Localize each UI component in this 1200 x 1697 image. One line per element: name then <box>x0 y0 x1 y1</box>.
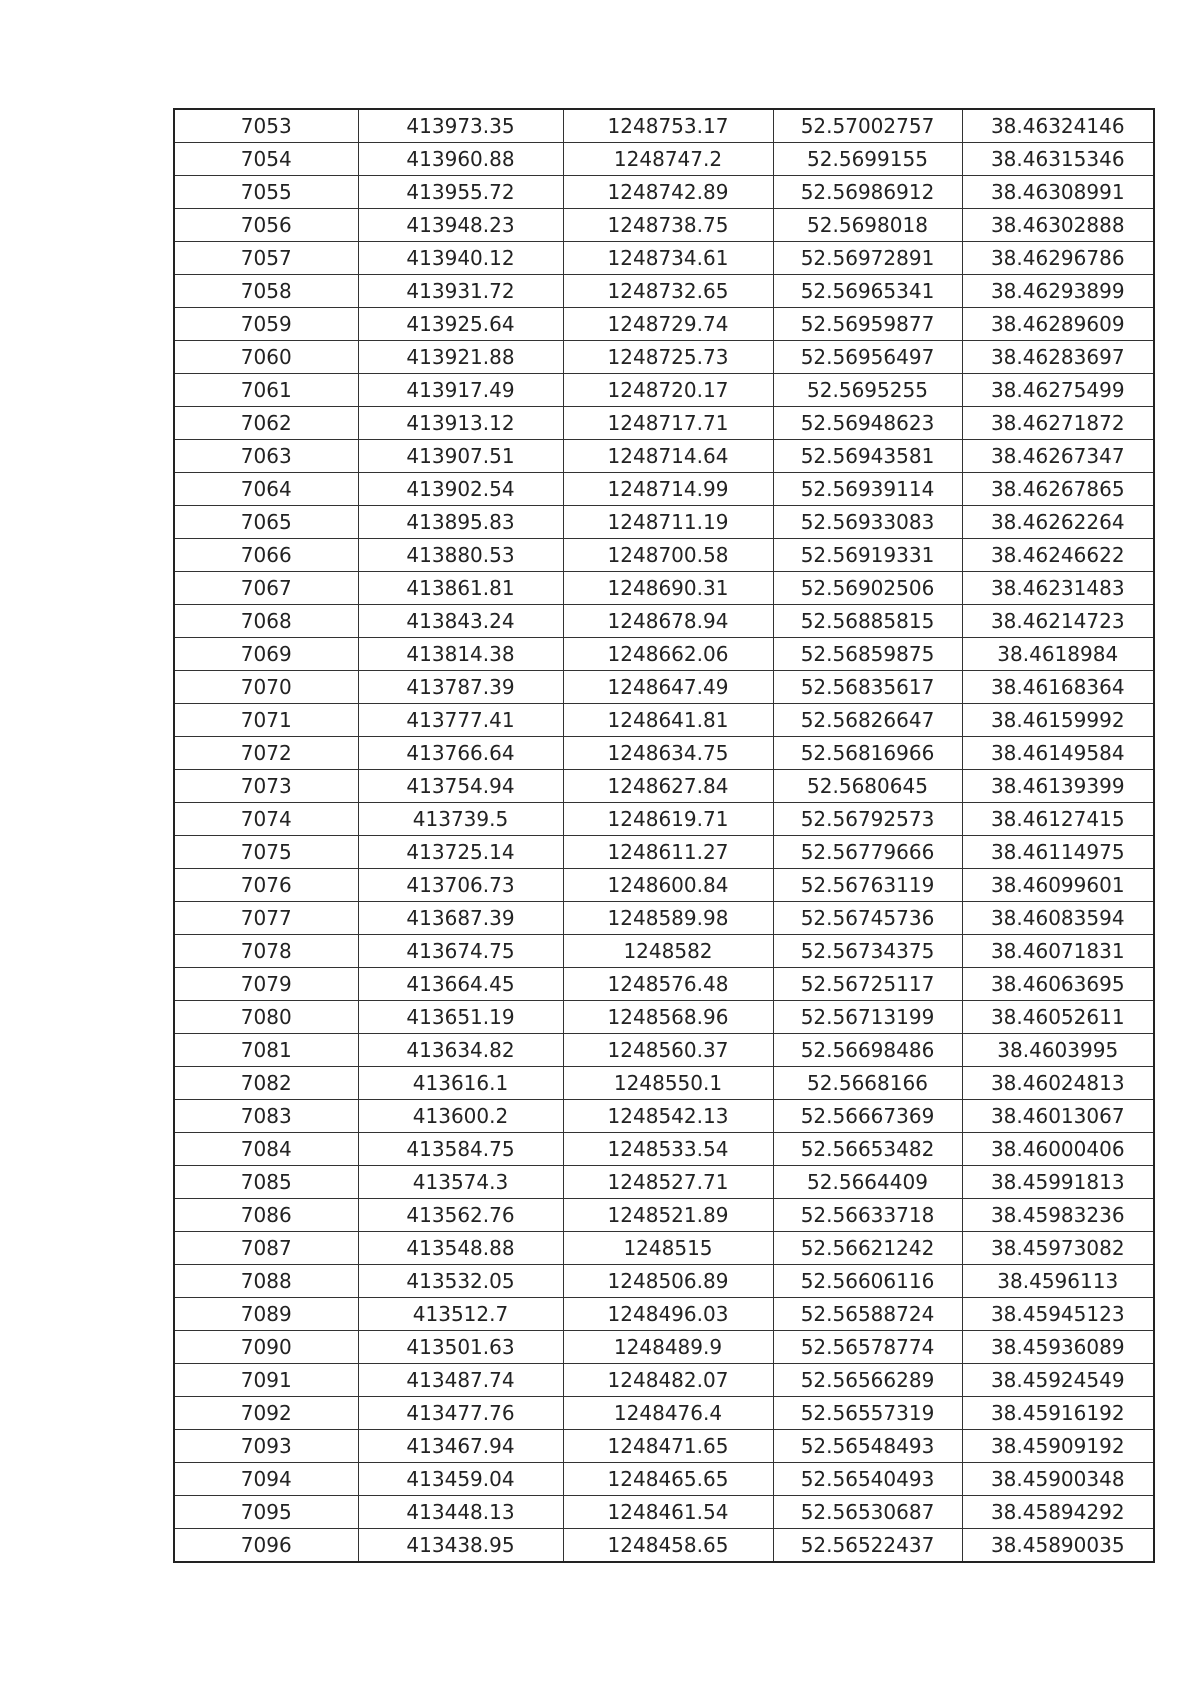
easting-cell: 413634.82 <box>358 1034 563 1067</box>
northing-cell: 1248461.54 <box>563 1496 773 1529</box>
easting-cell: 413548.88 <box>358 1232 563 1265</box>
point-id-cell: 7073 <box>174 770 358 803</box>
easting-cell: 413532.05 <box>358 1265 563 1298</box>
table-row <box>174 770 1154 803</box>
value-b-cell: 38.46159992 <box>962 704 1154 737</box>
northing-cell: 1248734.61 <box>563 242 773 275</box>
value-b-cell: 38.46271872 <box>962 407 1154 440</box>
value-b-cell: 38.46267865 <box>962 473 1154 506</box>
point-id-cell: 7084 <box>174 1133 358 1166</box>
value-b-cell: 38.45973082 <box>962 1232 1154 1265</box>
point-id-cell: 7072 <box>174 737 358 770</box>
table-row <box>174 1430 1154 1463</box>
easting-cell: 413955.72 <box>358 176 563 209</box>
value-b-cell: 38.46127415 <box>962 803 1154 836</box>
northing-cell: 1248747.2 <box>563 143 773 176</box>
value-b-cell: 38.45894292 <box>962 1496 1154 1529</box>
easting-cell: 413940.12 <box>358 242 563 275</box>
value-a-cell: 52.56667369 <box>773 1100 962 1133</box>
easting-cell: 413754.94 <box>358 770 563 803</box>
value-b-cell: 38.46283697 <box>962 341 1154 374</box>
value-b-cell: 38.45916192 <box>962 1397 1154 1430</box>
northing-cell: 1248732.65 <box>563 275 773 308</box>
northing-cell: 1248753.17 <box>563 109 773 143</box>
easting-cell: 413687.39 <box>358 902 563 935</box>
northing-cell: 1248627.84 <box>563 770 773 803</box>
northing-cell: 1248533.54 <box>563 1133 773 1166</box>
easting-cell: 413917.49 <box>358 374 563 407</box>
value-a-cell: 52.56557319 <box>773 1397 962 1430</box>
value-b-cell: 38.45924549 <box>962 1364 1154 1397</box>
value-b-cell: 38.46214723 <box>962 605 1154 638</box>
table-row <box>174 1529 1154 1563</box>
value-a-cell: 52.5695255 <box>773 374 962 407</box>
northing-cell: 1248576.48 <box>563 968 773 1001</box>
point-id-cell: 7094 <box>174 1463 358 1496</box>
value-a-cell: 52.56816966 <box>773 737 962 770</box>
northing-cell: 1248521.89 <box>563 1199 773 1232</box>
northing-cell: 1248550.1 <box>563 1067 773 1100</box>
value-a-cell: 52.56919331 <box>773 539 962 572</box>
point-id-cell: 7090 <box>174 1331 358 1364</box>
table-row <box>174 902 1154 935</box>
table-row <box>174 1232 1154 1265</box>
easting-cell: 413674.75 <box>358 935 563 968</box>
value-b-cell: 38.46139399 <box>962 770 1154 803</box>
easting-cell: 413902.54 <box>358 473 563 506</box>
easting-cell: 413895.83 <box>358 506 563 539</box>
value-a-cell: 52.56885815 <box>773 605 962 638</box>
point-id-cell: 7078 <box>174 935 358 968</box>
easting-cell: 413739.5 <box>358 803 563 836</box>
northing-cell: 1248560.37 <box>563 1034 773 1067</box>
easting-cell: 413777.41 <box>358 704 563 737</box>
value-a-cell: 52.56734375 <box>773 935 962 968</box>
value-b-cell: 38.46302888 <box>962 209 1154 242</box>
value-a-cell: 52.5668166 <box>773 1067 962 1100</box>
value-a-cell: 52.56621242 <box>773 1232 962 1265</box>
northing-cell: 1248476.4 <box>563 1397 773 1430</box>
easting-cell: 413766.64 <box>358 737 563 770</box>
point-id-cell: 7074 <box>174 803 358 836</box>
value-b-cell: 38.45909192 <box>962 1430 1154 1463</box>
easting-cell: 413706.73 <box>358 869 563 902</box>
northing-cell: 1248641.81 <box>563 704 773 737</box>
easting-cell: 413931.72 <box>358 275 563 308</box>
northing-cell: 1248568.96 <box>563 1001 773 1034</box>
northing-cell: 1248489.9 <box>563 1331 773 1364</box>
value-a-cell: 52.56578774 <box>773 1331 962 1364</box>
table-row <box>174 242 1154 275</box>
easting-cell: 413512.7 <box>358 1298 563 1331</box>
table-row <box>174 1034 1154 1067</box>
point-id-cell: 7060 <box>174 341 358 374</box>
table-row <box>174 605 1154 638</box>
value-a-cell: 52.56826647 <box>773 704 962 737</box>
table-row <box>174 572 1154 605</box>
point-id-cell: 7087 <box>174 1232 358 1265</box>
easting-cell: 413725.14 <box>358 836 563 869</box>
northing-cell: 1248542.13 <box>563 1100 773 1133</box>
table-row <box>174 1199 1154 1232</box>
value-a-cell: 52.56566289 <box>773 1364 962 1397</box>
value-b-cell: 38.46071831 <box>962 935 1154 968</box>
table-row <box>174 1133 1154 1166</box>
easting-cell: 413487.74 <box>358 1364 563 1397</box>
easting-cell: 413925.64 <box>358 308 563 341</box>
point-id-cell: 7068 <box>174 605 358 638</box>
easting-cell: 413616.1 <box>358 1067 563 1100</box>
easting-cell: 413814.38 <box>358 638 563 671</box>
value-a-cell: 52.56948623 <box>773 407 962 440</box>
northing-cell: 1248714.64 <box>563 440 773 473</box>
point-id-cell: 7058 <box>174 275 358 308</box>
value-b-cell: 38.4596113 <box>962 1265 1154 1298</box>
point-id-cell: 7093 <box>174 1430 358 1463</box>
northing-cell: 1248589.98 <box>563 902 773 935</box>
value-b-cell: 38.46267347 <box>962 440 1154 473</box>
value-b-cell: 38.46013067 <box>962 1100 1154 1133</box>
table-row <box>174 803 1154 836</box>
value-b-cell: 38.46000406 <box>962 1133 1154 1166</box>
table-row <box>174 1496 1154 1529</box>
point-id-cell: 7076 <box>174 869 358 902</box>
value-a-cell: 52.57002757 <box>773 109 962 143</box>
value-b-cell: 38.46083594 <box>962 902 1154 935</box>
table-row <box>174 1001 1154 1034</box>
value-a-cell: 52.56779666 <box>773 836 962 869</box>
northing-cell: 1248515 <box>563 1232 773 1265</box>
northing-cell: 1248611.27 <box>563 836 773 869</box>
value-b-cell: 38.45900348 <box>962 1463 1154 1496</box>
value-b-cell: 38.45983236 <box>962 1199 1154 1232</box>
value-a-cell: 52.56835617 <box>773 671 962 704</box>
point-id-cell: 7054 <box>174 143 358 176</box>
value-a-cell: 52.56902506 <box>773 572 962 605</box>
value-b-cell: 38.46315346 <box>962 143 1154 176</box>
point-id-cell: 7070 <box>174 671 358 704</box>
northing-cell: 1248662.06 <box>563 638 773 671</box>
value-b-cell: 38.46052611 <box>962 1001 1154 1034</box>
value-b-cell: 38.46296786 <box>962 242 1154 275</box>
table-row <box>174 1166 1154 1199</box>
easting-cell: 413787.39 <box>358 671 563 704</box>
value-a-cell: 52.56956497 <box>773 341 962 374</box>
easting-cell: 413843.24 <box>358 605 563 638</box>
point-id-cell: 7065 <box>174 506 358 539</box>
northing-cell: 1248619.71 <box>563 803 773 836</box>
value-a-cell: 52.56540493 <box>773 1463 962 1496</box>
northing-cell: 1248700.58 <box>563 539 773 572</box>
value-a-cell: 52.56745736 <box>773 902 962 935</box>
value-a-cell: 52.56713199 <box>773 1001 962 1034</box>
value-a-cell: 52.56859875 <box>773 638 962 671</box>
table-row <box>174 1265 1154 1298</box>
value-a-cell: 52.56792573 <box>773 803 962 836</box>
easting-cell: 413448.13 <box>358 1496 563 1529</box>
table-row <box>174 473 1154 506</box>
northing-cell: 1248690.31 <box>563 572 773 605</box>
value-b-cell: 38.45945123 <box>962 1298 1154 1331</box>
point-id-cell: 7061 <box>174 374 358 407</box>
easting-cell: 413477.76 <box>358 1397 563 1430</box>
point-id-cell: 7075 <box>174 836 358 869</box>
point-id-cell: 7081 <box>174 1034 358 1067</box>
value-a-cell: 52.5699155 <box>773 143 962 176</box>
value-a-cell: 52.56588724 <box>773 1298 962 1331</box>
table-row <box>174 704 1154 737</box>
northing-cell: 1248711.19 <box>563 506 773 539</box>
northing-cell: 1248720.17 <box>563 374 773 407</box>
table-row <box>174 440 1154 473</box>
point-id-cell: 7077 <box>174 902 358 935</box>
value-a-cell: 52.56606116 <box>773 1265 962 1298</box>
table-row <box>174 1331 1154 1364</box>
table-row <box>174 1397 1154 1430</box>
easting-cell: 413960.88 <box>358 143 563 176</box>
easting-cell: 413562.76 <box>358 1199 563 1232</box>
value-b-cell: 38.46149584 <box>962 737 1154 770</box>
table-row <box>174 638 1154 671</box>
point-id-cell: 7062 <box>174 407 358 440</box>
point-id-cell: 7079 <box>174 968 358 1001</box>
value-a-cell: 52.56633718 <box>773 1199 962 1232</box>
easting-cell: 413880.53 <box>358 539 563 572</box>
easting-cell: 413921.88 <box>358 341 563 374</box>
value-a-cell: 52.56972891 <box>773 242 962 275</box>
point-id-cell: 7095 <box>174 1496 358 1529</box>
easting-cell: 413574.3 <box>358 1166 563 1199</box>
value-a-cell: 52.56698486 <box>773 1034 962 1067</box>
table-row <box>174 1100 1154 1133</box>
northing-cell: 1248465.65 <box>563 1463 773 1496</box>
table-row <box>174 1463 1154 1496</box>
table-row <box>174 308 1154 341</box>
easting-cell: 413501.63 <box>358 1331 563 1364</box>
easting-cell: 413467.94 <box>358 1430 563 1463</box>
table-row <box>174 836 1154 869</box>
point-id-cell: 7059 <box>174 308 358 341</box>
table-row <box>174 1298 1154 1331</box>
table-row <box>174 671 1154 704</box>
point-id-cell: 7088 <box>174 1265 358 1298</box>
easting-cell: 413913.12 <box>358 407 563 440</box>
northing-cell: 1248600.84 <box>563 869 773 902</box>
point-id-cell: 7055 <box>174 176 358 209</box>
value-a-cell: 52.56939114 <box>773 473 962 506</box>
point-id-cell: 7083 <box>174 1100 358 1133</box>
value-b-cell: 38.4618984 <box>962 638 1154 671</box>
value-b-cell: 38.46168364 <box>962 671 1154 704</box>
easting-cell: 413861.81 <box>358 572 563 605</box>
point-id-cell: 7056 <box>174 209 358 242</box>
table-row <box>174 935 1154 968</box>
easting-cell: 413438.95 <box>358 1529 563 1563</box>
table-row <box>174 506 1154 539</box>
value-b-cell: 38.46063695 <box>962 968 1154 1001</box>
value-b-cell: 38.46099601 <box>962 869 1154 902</box>
point-id-cell: 7063 <box>174 440 358 473</box>
table-row <box>174 109 1154 143</box>
value-b-cell: 38.4603995 <box>962 1034 1154 1067</box>
northing-cell: 1248471.65 <box>563 1430 773 1463</box>
point-id-cell: 7089 <box>174 1298 358 1331</box>
easting-cell: 413664.45 <box>358 968 563 1001</box>
value-b-cell: 38.45890035 <box>962 1529 1154 1563</box>
value-b-cell: 38.46024813 <box>962 1067 1154 1100</box>
value-a-cell: 52.5680645 <box>773 770 962 803</box>
table-row <box>174 1067 1154 1100</box>
value-a-cell: 52.56959877 <box>773 308 962 341</box>
table-row <box>174 407 1154 440</box>
easting-cell: 413651.19 <box>358 1001 563 1034</box>
table-row <box>174 1364 1154 1397</box>
northing-cell: 1248725.73 <box>563 341 773 374</box>
value-a-cell: 52.56653482 <box>773 1133 962 1166</box>
northing-cell: 1248678.94 <box>563 605 773 638</box>
value-a-cell: 52.56943581 <box>773 440 962 473</box>
easting-cell: 413459.04 <box>358 1463 563 1496</box>
easting-cell: 413907.51 <box>358 440 563 473</box>
table-row <box>174 869 1154 902</box>
value-b-cell: 38.46114975 <box>962 836 1154 869</box>
table-row <box>174 143 1154 176</box>
table-row <box>174 968 1154 1001</box>
coordinates-table <box>173 108 1155 1563</box>
northing-cell: 1248717.71 <box>563 407 773 440</box>
value-a-cell: 52.56933083 <box>773 506 962 539</box>
value-b-cell: 38.46308991 <box>962 176 1154 209</box>
northing-cell: 1248714.99 <box>563 473 773 506</box>
point-id-cell: 7092 <box>174 1397 358 1430</box>
value-b-cell: 38.46246622 <box>962 539 1154 572</box>
point-id-cell: 7085 <box>174 1166 358 1199</box>
northing-cell: 1248482.07 <box>563 1364 773 1397</box>
point-id-cell: 7069 <box>174 638 358 671</box>
northing-cell: 1248742.89 <box>563 176 773 209</box>
northing-cell: 1248634.75 <box>563 737 773 770</box>
point-id-cell: 7057 <box>174 242 358 275</box>
point-id-cell: 7066 <box>174 539 358 572</box>
northing-cell: 1248647.49 <box>563 671 773 704</box>
northing-cell: 1248582 <box>563 935 773 968</box>
easting-cell: 413600.2 <box>358 1100 563 1133</box>
value-b-cell: 38.46289609 <box>962 308 1154 341</box>
value-b-cell: 38.45991813 <box>962 1166 1154 1199</box>
value-a-cell: 52.5664409 <box>773 1166 962 1199</box>
value-b-cell: 38.46262264 <box>962 506 1154 539</box>
point-id-cell: 7067 <box>174 572 358 605</box>
northing-cell: 1248506.89 <box>563 1265 773 1298</box>
easting-cell: 413973.35 <box>358 109 563 143</box>
value-b-cell: 38.46275499 <box>962 374 1154 407</box>
point-id-cell: 7080 <box>174 1001 358 1034</box>
value-a-cell: 52.56530687 <box>773 1496 962 1529</box>
table-row <box>174 275 1154 308</box>
table-row <box>174 209 1154 242</box>
value-a-cell: 52.56522437 <box>773 1529 962 1563</box>
northing-cell: 1248458.65 <box>563 1529 773 1563</box>
value-a-cell: 52.56763119 <box>773 869 962 902</box>
point-id-cell: 7086 <box>174 1199 358 1232</box>
point-id-cell: 7091 <box>174 1364 358 1397</box>
northing-cell: 1248729.74 <box>563 308 773 341</box>
easting-cell: 413584.75 <box>358 1133 563 1166</box>
table-row <box>174 176 1154 209</box>
point-id-cell: 7071 <box>174 704 358 737</box>
value-a-cell: 52.56986912 <box>773 176 962 209</box>
value-a-cell: 52.56725117 <box>773 968 962 1001</box>
easting-cell: 413948.23 <box>358 209 563 242</box>
table-row <box>174 341 1154 374</box>
value-a-cell: 52.56965341 <box>773 275 962 308</box>
northing-cell: 1248496.03 <box>563 1298 773 1331</box>
table-row <box>174 737 1154 770</box>
point-id-cell: 7082 <box>174 1067 358 1100</box>
value-b-cell: 38.45936089 <box>962 1331 1154 1364</box>
coordinates-table-body <box>174 109 1154 1562</box>
point-id-cell: 7053 <box>174 109 358 143</box>
table-row <box>174 374 1154 407</box>
value-b-cell: 38.46324146 <box>962 109 1154 143</box>
value-a-cell: 52.5698018 <box>773 209 962 242</box>
northing-cell: 1248527.71 <box>563 1166 773 1199</box>
value-b-cell: 38.46231483 <box>962 572 1154 605</box>
value-b-cell: 38.46293899 <box>962 275 1154 308</box>
point-id-cell: 7064 <box>174 473 358 506</box>
point-id-cell: 7096 <box>174 1529 358 1563</box>
table-row <box>174 539 1154 572</box>
northing-cell: 1248738.75 <box>563 209 773 242</box>
value-a-cell: 52.56548493 <box>773 1430 962 1463</box>
